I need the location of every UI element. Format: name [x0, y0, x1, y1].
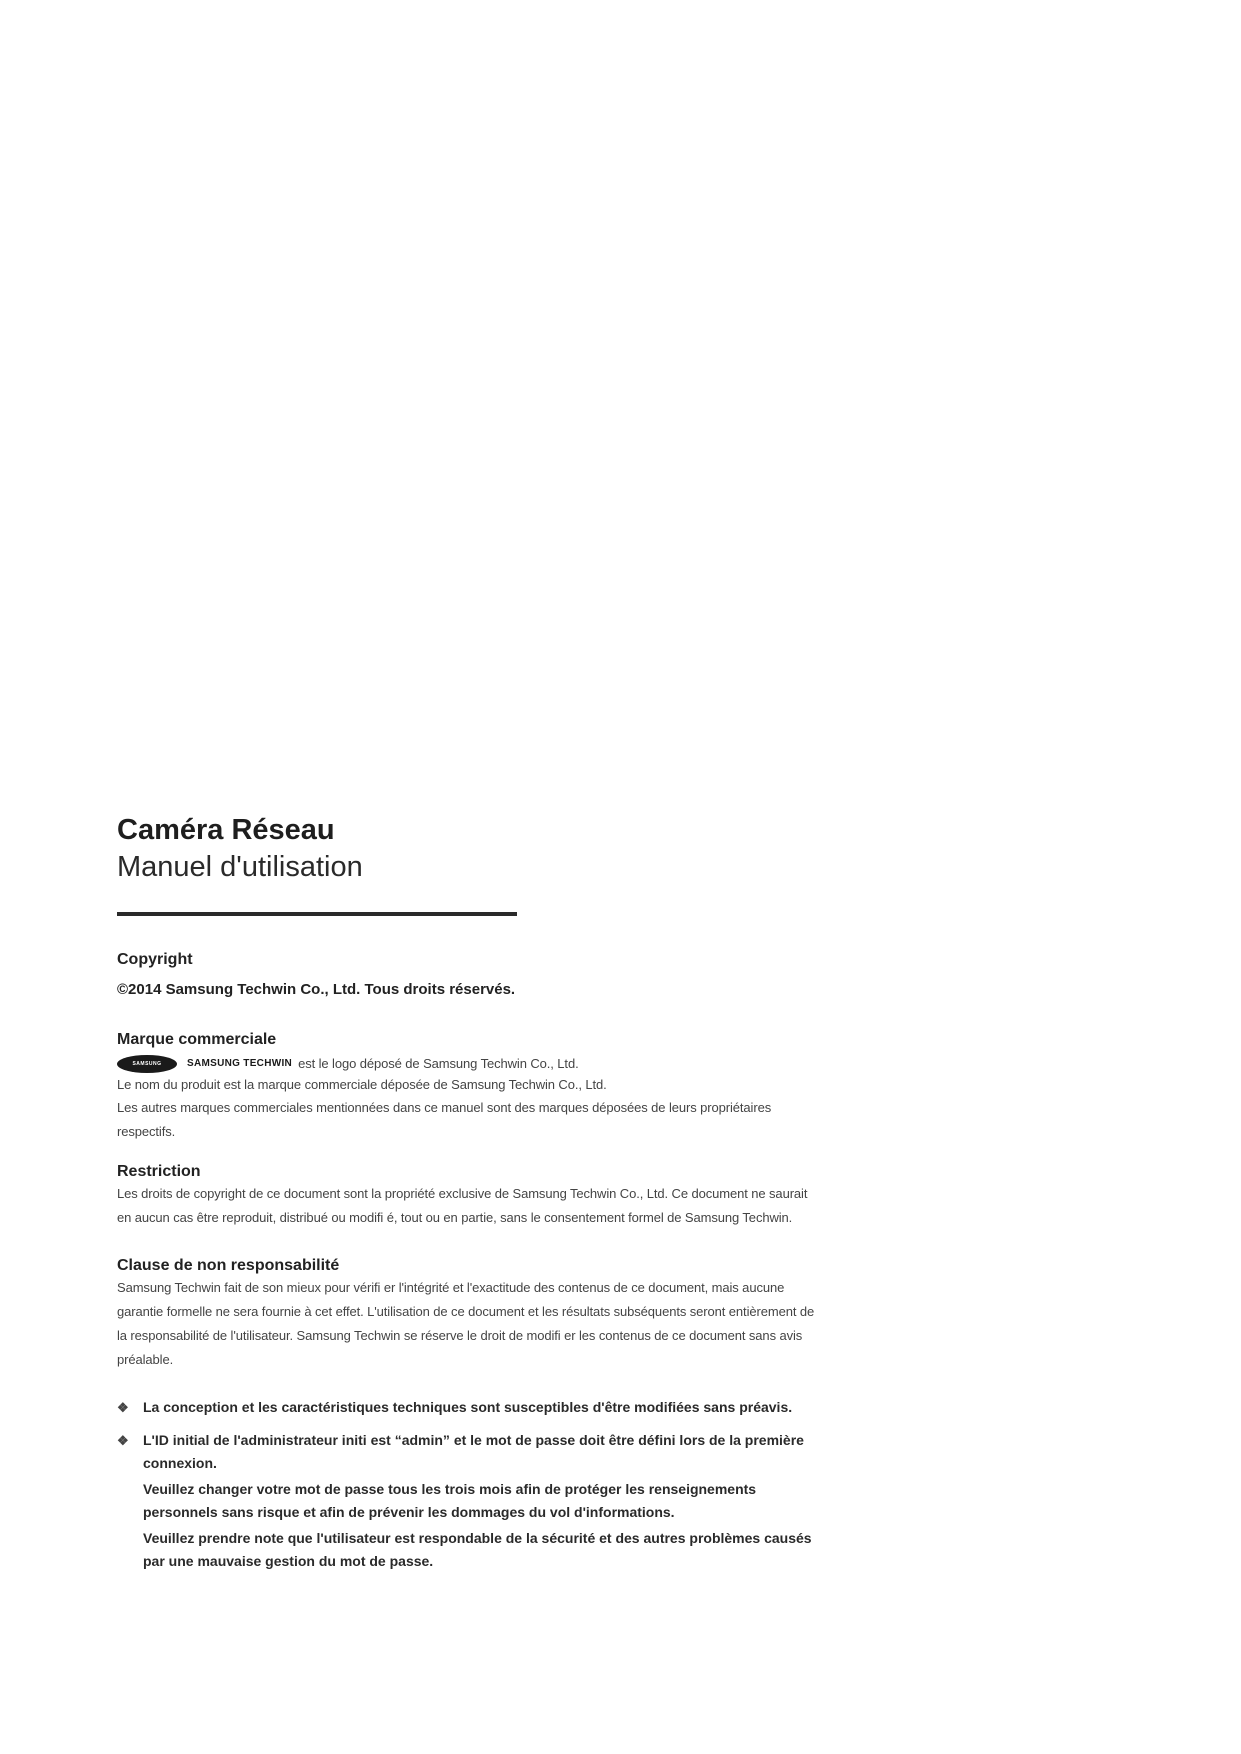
diamond-bullet-icon: ❖: [117, 1400, 129, 1415]
copyright-heading: Copyright: [117, 951, 193, 968]
trademark-section: [117, 1030, 817, 1144]
disclaimer-heading: Clause de non responsabilité: [117, 1257, 340, 1274]
samsung-oval-logo-icon: SAMSUNG: [117, 1055, 177, 1073]
disclaimer-text: Samsung Techwin fait de son mieux pour vérifi er l'intégrité et l'exactitude des contenus de ce document, mais aucune garantie formelle ne sera fournie à cet effet. L'utilisation de ce document et les résultats subséquents seront entièrement de la responsabilité de l'utilisateur. Samsung Techwin se réserve le droit de modifi er les contenus de ce document sans avis préalable.: [117, 1280, 815, 1367]
samsung-techwin-logo: [117, 1054, 292, 1074]
restriction-section: [117, 1162, 817, 1230]
diamond-bullet-icon: ❖: [117, 1433, 129, 1448]
restriction-heading: Restriction: [117, 1163, 201, 1180]
trademark-heading: Marque commerciale: [117, 1031, 277, 1048]
notes-list: [117, 1396, 817, 1573]
note-item: [117, 1429, 817, 1573]
note-text: Veuillez changer votre mot de passe tous les trois mois afin de protéger les renseignements personnels sans risque et afin de prévenir les dommages du vol d'informations.: [143, 1481, 757, 1520]
note-text: Veuillez prendre note que l'utilisateur est respondable de la sécurité et des autres problèmes causés par une mauvaise gestion du mot de passe.: [143, 1530, 812, 1569]
trademark-line-1: [117, 1054, 817, 1074]
restriction-text: Les droits de copyright de ce document sont la propriété exclusive de Samsung Techwin Co., Ltd. Ce document ne saurait en aucun cas être reproduit, distribué ou modifi é, tout ou en partie, sans le consentement formel de Samsung Techwin.: [117, 1186, 808, 1225]
techwin-wordmark: SAMSUNG TECHWIN: [187, 1058, 293, 1069]
copyright-text: ©2014 Samsung Techwin Co., Ltd. Tous droits réservés.: [117, 981, 516, 998]
disclaimer-section: [117, 1256, 817, 1372]
note-text: L'ID initial de l'administrateur initi est “admin” et le mot de passe doit être défini lors de la première connexion.: [143, 1432, 804, 1471]
note-text: La conception et les caractéristiques techniques sont susceptibles d'être modifiées sans préavis.: [143, 1399, 793, 1415]
trademark-line-3: Les autres marques commerciales mentionnées dans ce manuel sont des marques déposées de leurs propriétaires respectifs.: [117, 1100, 772, 1139]
note-item: [117, 1396, 817, 1419]
content-block: [117, 812, 817, 1589]
trademark-line-1-text: est le logo déposé de Samsung Techwin Co., Ltd.: [298, 1056, 579, 1071]
copyright-section: [117, 950, 817, 1000]
document-subtitle: Manuel d'utilisation: [117, 851, 363, 883]
title-divider: [117, 912, 517, 916]
document-title: Caméra Réseau: [117, 814, 335, 846]
trademark-line-2: Le nom du produit est la marque commerciale déposée de Samsung Techwin Co., Ltd.: [117, 1077, 607, 1092]
